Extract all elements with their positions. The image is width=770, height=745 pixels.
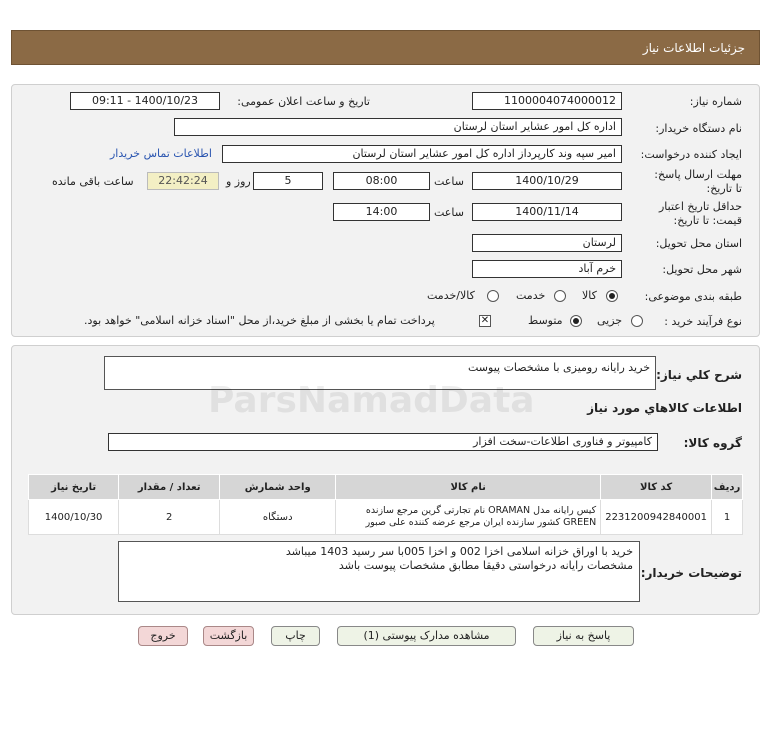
page-title: جزئیات اطلاعات نیاز bbox=[642, 41, 745, 55]
category-service-radio[interactable] bbox=[554, 290, 566, 302]
buyer-org-label: نام دستگاه خریدار: bbox=[655, 122, 742, 135]
days-label: روز و bbox=[226, 175, 251, 188]
buyer-notes-label: توضیحات خریدار: bbox=[640, 566, 742, 580]
process-minor-radio[interactable] bbox=[631, 315, 643, 327]
goods-group-field: کامپیوتر و فناوری اطلاعات-سخت افزار bbox=[108, 433, 658, 451]
category-goods-service-label: کالا/خدمت bbox=[427, 289, 475, 302]
announce-label: تاریخ و ساعت اعلان عمومی: bbox=[237, 95, 370, 108]
cell-goods-code: 2231200942840001 bbox=[601, 500, 712, 535]
deadline-time-field: 08:00 bbox=[333, 172, 430, 190]
view-attachments-button[interactable]: مشاهده مدارک پیوستی (1) bbox=[337, 626, 516, 646]
province-label: استان محل تحویل: bbox=[655, 237, 742, 250]
deadline-time-label: ساعت bbox=[434, 175, 464, 188]
page-header bbox=[11, 30, 760, 65]
col-name-header: نام کالا bbox=[336, 475, 601, 500]
announce-datetime-field: 1400/10/23 - 09:11 bbox=[70, 92, 220, 110]
process-minor-label: جزیی bbox=[597, 314, 623, 327]
category-goods-radio[interactable] bbox=[606, 290, 618, 302]
back-button[interactable]: بازگشت bbox=[203, 626, 254, 646]
col-date-header: تاریخ نیاز bbox=[29, 475, 119, 500]
validity-label: حداقل تاریخ اعتبار قیمت: تا تاریخ: bbox=[658, 200, 742, 227]
deadline-date-field: 1400/10/29 bbox=[472, 172, 622, 190]
validity-time-field: 14:00 bbox=[333, 203, 430, 221]
general-description-label: شرح کلي نياز: bbox=[656, 368, 742, 382]
requester-label: ایجاد کننده درخواست: bbox=[640, 148, 742, 161]
category-label: طبقه بندی موضوعی: bbox=[644, 290, 742, 303]
buyer-notes-field bbox=[118, 541, 640, 602]
buyer-notes-line-2: مشخصات رایانه درخواستی دقیقا مطابق مشخصات پیوست باشد bbox=[338, 559, 633, 572]
treasury-payment-checkbox[interactable]: ✕ bbox=[480, 315, 490, 326]
goods-info-title: اطلاعات کالاهاي مورد نياز bbox=[587, 401, 742, 415]
buyer-contact-link[interactable]: اطلاعات تماس خریدار bbox=[110, 147, 212, 160]
category-goods-label: کالا bbox=[582, 289, 597, 302]
process-type-label: نوع فرآیند خرید : bbox=[664, 315, 742, 328]
province-field: لرستان bbox=[472, 234, 622, 252]
process-medium-label: متوسط bbox=[528, 314, 563, 327]
col-row-header: ردیف bbox=[712, 475, 743, 500]
city-label: شهر محل تحویل: bbox=[662, 263, 742, 276]
print-button[interactable]: چاپ bbox=[271, 626, 320, 646]
table-row bbox=[29, 500, 743, 535]
need-number-field: 1100004074000012 bbox=[472, 92, 622, 110]
need-number-label: شماره نیاز: bbox=[689, 95, 742, 108]
buyer-org-field: اداره کل امور عشایر استان لرستان bbox=[174, 118, 622, 136]
validity-time-label: ساعت bbox=[434, 206, 464, 219]
category-goods-service-radio[interactable] bbox=[487, 290, 499, 302]
exit-button[interactable]: خروج bbox=[138, 626, 188, 646]
general-description-field: خرید رایانه رومیزی با مشخصات پیوست bbox=[104, 356, 656, 390]
cell-row-number: 1 bbox=[712, 500, 743, 535]
goods-table bbox=[28, 474, 743, 535]
cell-goods-name: کیس رایانه مدل ORAMAN نام تجارتی گرین مرجع سازنده GREEN کشور سازنده ایران مرجع عرضه کننده علی صبور bbox=[336, 500, 601, 535]
goods-group-label: گروه کالا: bbox=[683, 436, 742, 450]
treasury-payment-note: پرداخت تمام یا بخشی از مبلغ خرید،از محل "اسناد خزانه اسلامی" خواهد بود. bbox=[84, 314, 435, 327]
days-remaining-field: 5 bbox=[253, 172, 323, 190]
col-unit-header: واحد شمارش bbox=[220, 475, 336, 500]
goods-table-header bbox=[29, 475, 743, 500]
buyer-notes-line-1: خرید با اوراق خزانه اسلامی اخزا 002 و اخزا 005با سر رسید 1403 میباشد bbox=[285, 545, 633, 558]
deadline-label: مهلت ارسال پاسخ: تا تاریخ: bbox=[654, 168, 742, 195]
col-code-header: کد کالا bbox=[601, 475, 712, 500]
cell-quantity: 2 bbox=[119, 500, 220, 535]
validity-date-field: 1400/11/14 bbox=[472, 203, 622, 221]
requester-field: امیر سپه وند کارپرداز اداره کل امور عشایر استان لرستان bbox=[222, 145, 622, 163]
category-service-label: خدمت bbox=[516, 289, 546, 302]
remaining-time-field: 22:42:24 bbox=[147, 172, 219, 190]
city-field: خرم آباد bbox=[472, 260, 622, 278]
remaining-time-label: ساعت باقی مانده bbox=[52, 175, 134, 188]
reply-button[interactable]: پاسخ به نیاز bbox=[533, 626, 634, 646]
cell-unit: دستگاه bbox=[220, 500, 336, 535]
cell-need-date: 1400/10/30 bbox=[29, 500, 119, 535]
process-medium-radio[interactable] bbox=[570, 315, 582, 327]
col-quantity-header: تعداد / مقدار bbox=[119, 475, 220, 500]
